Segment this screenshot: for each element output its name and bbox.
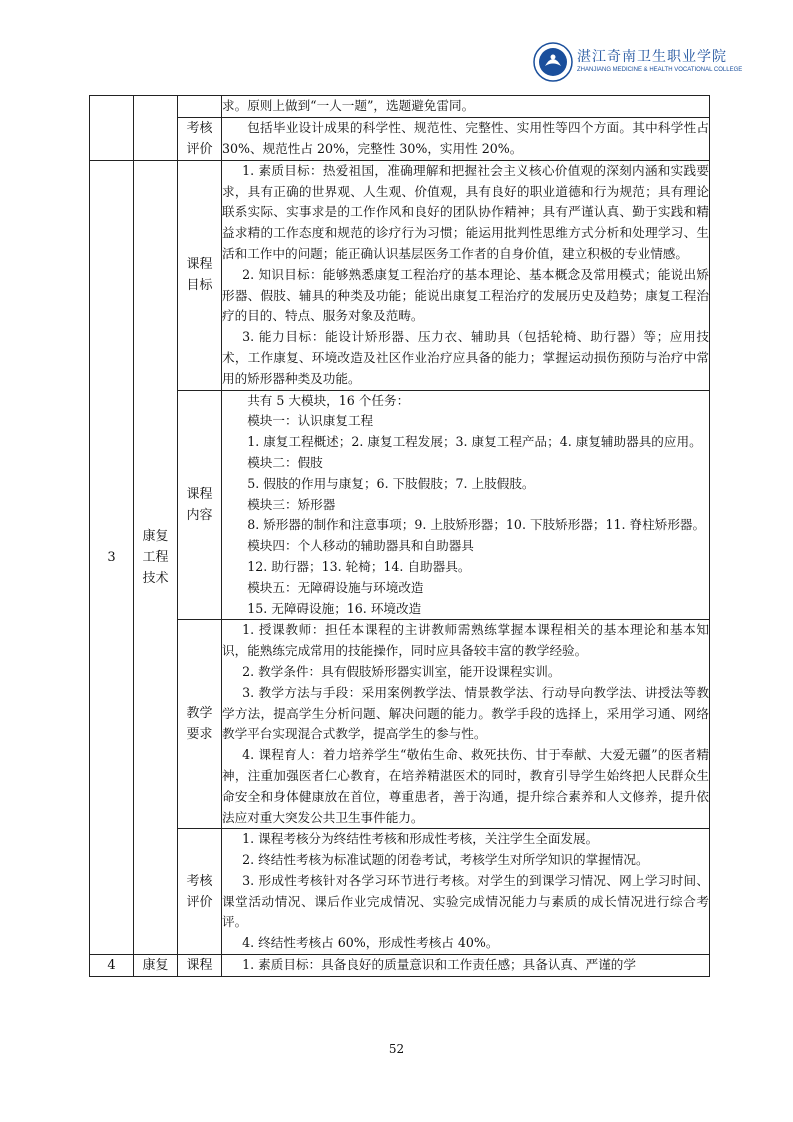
course-goals-start: 1. 素质目标：具备良好的质量意识和工作责任感；具备认真、严谨的学: [222, 955, 710, 977]
goal-item: 2. 知识目标：能够熟悉康复工程治疗的基本理论、基本概念及常用模式；能说出矫形器、假肢、辅具的种类及功能；能说出康复工程治疗的发展历史及趋势；康复工程治疗的目的、特点、服务对象及范畴。: [222, 266, 709, 324]
course-name: 康复 工程 技术: [134, 160, 178, 954]
school-name-en: ZHANJIANG MEDICINE & HEALTH VOCATIONAL COLLEGE: [577, 67, 743, 73]
table-row: [90, 620, 710, 829]
content-line: 15. 无障碍设施；16. 环境改造: [247, 600, 422, 616]
content-line: 12. 助行器；13. 轮椅；14. 自助器具。: [247, 558, 471, 574]
content-line: 共有 5 大模块，16 个任务：: [247, 392, 410, 408]
row-number: 4: [90, 955, 134, 977]
assess-item: 3. 形成性考核针对各学习环节进行考核。对学生的到课学习情况、网上学习时间、课堂活动情况、课后作业完成情况、实验完成情况能力与素质的成长情况进行综合考评。: [222, 872, 709, 930]
row-label: 课程 目标: [178, 160, 222, 390]
assess-item: 1. 课程考核分为终结性考核和形成性考核，关注学生全面发展。: [242, 831, 599, 847]
content-line: 1. 康复工程概述；2. 康复工程发展；3. 康复工程产品；4. 康复辅助器具的应用。: [247, 434, 702, 450]
content-line: 模块五：无障碍设施与环境改造: [247, 579, 424, 595]
table-row: [90, 96, 710, 118]
teaching-requirements: [222, 620, 710, 829]
school-name-cn: 湛江奇南卫生职业学院: [577, 49, 727, 65]
row-number: 3: [90, 160, 134, 954]
teach-item: 1. 授课教师：担任本课程的主讲教师需熟练掌握本课程相关的基本理论和基本知识，能熟练完成常用的技能操作，同时应具备较丰富的教学经验。: [222, 622, 709, 659]
content-line: 模块三：矫形器: [247, 496, 336, 512]
assess-item: 4. 终结性考核占 60%，形成性考核占 40%。: [242, 935, 499, 951]
table-row: [90, 829, 710, 955]
page-header: [533, 40, 743, 84]
content-line: 模块四：个人移动的辅助器具和自助器具: [247, 538, 474, 554]
prev-name-cell: [134, 96, 178, 161]
teach-item: 2. 教学条件：具有假肢矫形器实训室，能开设课程实训。: [242, 663, 561, 679]
goal-item: 1. 素质目标：热爱祖国，准确理解和把握社会主义核心价值观的深刻内涵和实践要求，具有正确的世界观、人生观、价值观，具有良好的职业道德和行为规范；具有理论联系实际、实事求是的工作作风和良好的团队协作精神；具有严谨认真、勤于实践和精益求精的工作态度和规范的诊疗行为习惯；能运用批判性思维方式分析和处理学习、生活和工作中的问题；能正确认识基层医务工作者的自身价值，建立积极的专业情感。: [222, 162, 709, 261]
content-line: 模块二：假肢: [247, 454, 323, 470]
content-line: 模块一：认识康复工程: [247, 413, 374, 429]
content-line: 8. 矫形器的制作和注意事项；9. 上肢矫形器；10. 下肢矫形器；11. 脊柱矫形器。: [247, 517, 706, 533]
course-name: 康复: [134, 955, 178, 977]
goal-item: 3. 能力目标：能设计矫形器、压力衣、辅助具（包括轮椅、助行器）等；应用技术，工作康复、环境改造及社区作业治疗应具备的能力；掌握运动损伤预防与治疗中常用的矫形器种类及功能。: [222, 329, 709, 386]
table-row: [90, 117, 710, 160]
content-line: 5. 假肢的作用与康复；6. 下肢假肢；7. 上肢假肢。: [247, 475, 535, 491]
prev-assess-text: 包括毕业设计成果的科学性、规范性、完整性、实用性等四个方面。其中科学性占 30%、规范性占 20%，完整性 30%，实用性 20%。: [222, 117, 710, 160]
row-label: 考核 评价: [178, 117, 222, 160]
college-logo-icon: [533, 42, 573, 82]
prev-label-cell: [178, 96, 222, 118]
table-row: [90, 390, 710, 620]
row-label: 教学 要求: [178, 620, 222, 829]
assessment: [222, 829, 710, 955]
row-label: 课程: [178, 955, 222, 977]
curriculum-table: [89, 95, 710, 977]
prev-content-tail: 求。原则上做到“一人一题”，选题避免雷同。: [222, 96, 710, 118]
course-goals: [222, 160, 710, 390]
table-row: [90, 160, 710, 390]
row-label: 考核 评价: [178, 829, 222, 955]
row-label: 课程 内容: [178, 390, 222, 620]
course-content: [222, 390, 710, 620]
prev-num-cell: [90, 96, 134, 161]
page-number: 52: [388, 1042, 405, 1056]
table-row: [90, 955, 710, 977]
assess-item: 2. 终结性考核为标准试题的闭卷考试，考核学生对所学知识的掌握情况。: [242, 852, 649, 868]
teach-item: 4. 课程育人：着力培养学生“敬佑生命、救死扶伤、甘于奉献、大爱无疆”的医者精神，注重加强医者仁心教育，在培养精湛医术的同时，教育引导学生始终把人民群众生命安全和身体健康放在首位，尊重患者，善于沟通，提升综合素养和人文修养，提升依法应对重大突发公共卫生事件能力。: [222, 747, 709, 825]
teach-item: 3. 教学方法与手段：采用案例教学法、情景教学法、行动导向教学法、讲授法等教学方法，提高学生分析问题、解决问题的能力。教学手段的选择上，采用学习通、网络教学平台实现混合式教学，提高学生的参与性。: [222, 684, 709, 742]
